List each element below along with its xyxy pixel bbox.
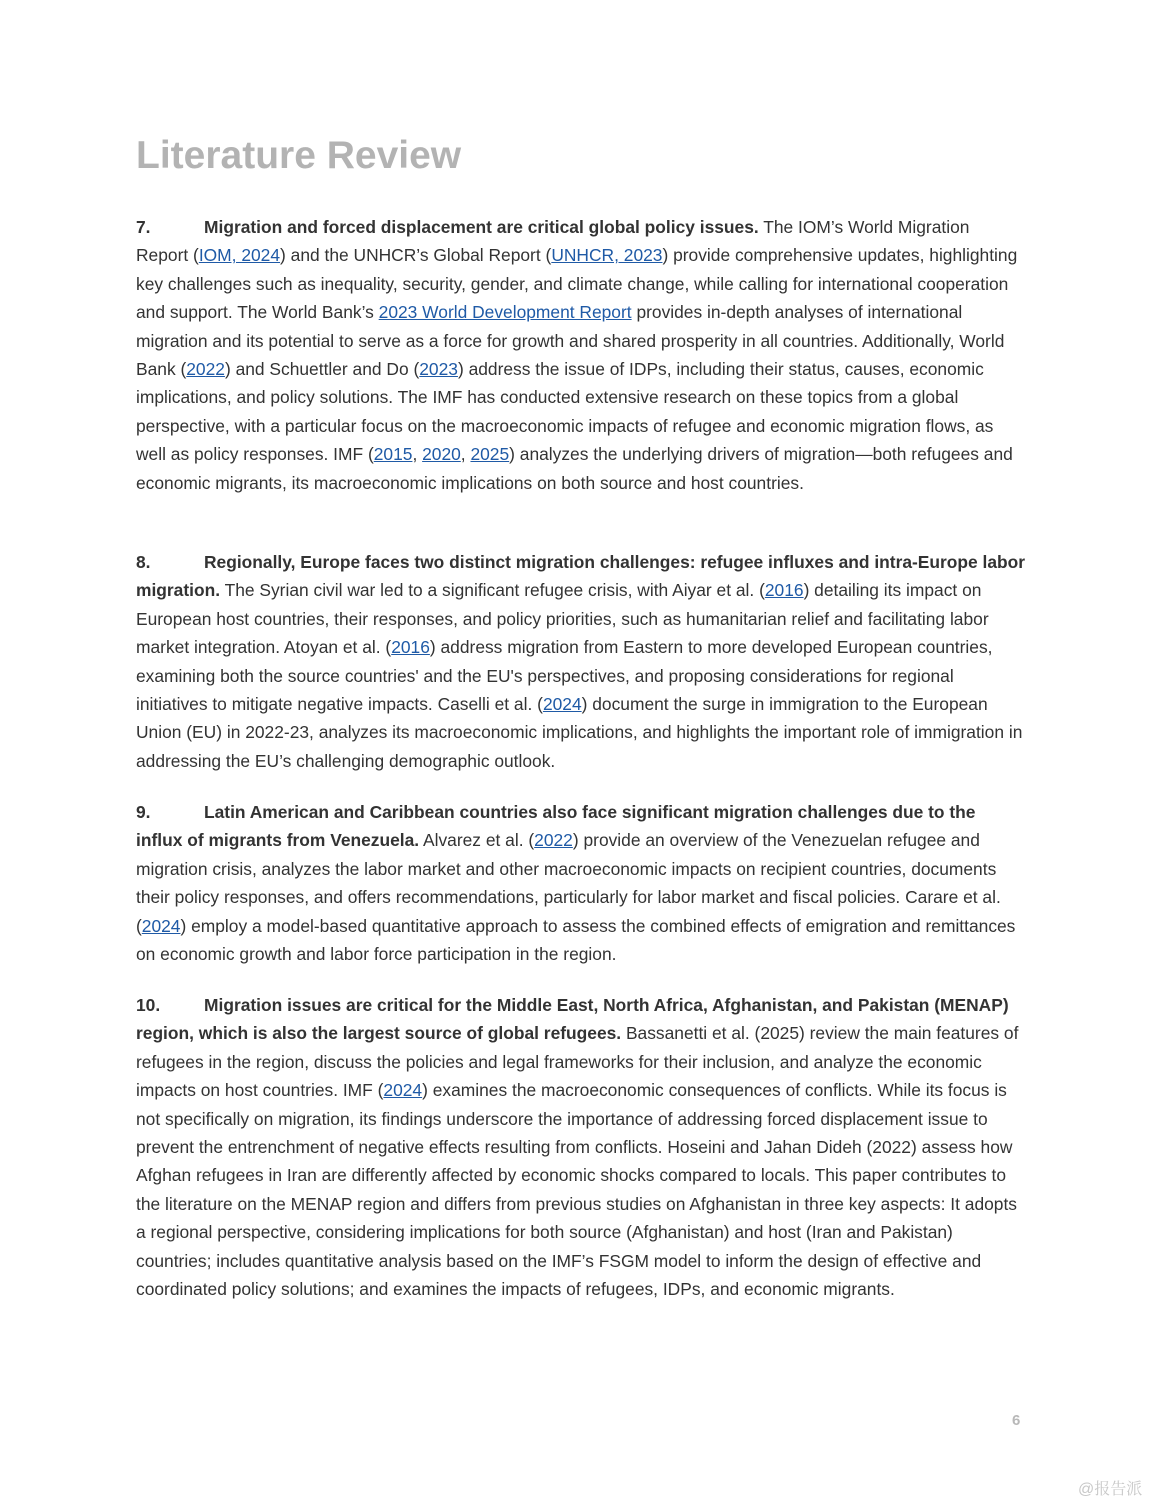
body-text: ) provide comprehensive updates, highlighting key challenges such as inequality, security, gender, and climate change, while calling for international cooperation and support. The World Bank’s (136, 245, 1018, 323)
body-text: ) employ a model-based quantitative approach to assess the combined effects of emigration and remittances on economic growth and labor force participation in the region. (136, 915, 1016, 965)
body-text: ) examines the macroeconomic consequences of conflicts. While its focus is not specifically on migration, its findings underscore the importance of addressing forced displacement issue to prevent the entrenchment of negative effects resulting from conflicts. Hoseini and Jahan Dideh (2022) assess how Afghan refugees in Iran are differently affected by economic shocks compared to locals. This paper contributes to the literature on the MENAP region and differs from previous studies on Afghanistan in three key aspects: It adopts a regional perspective, considering implications for both source (Afghanistan) and host (Iran and Pakistan) countries; includes quantitative analysis based on the IMF’s FSGM model to inform the design of effective and coordinated policy solutions; and examines the impacts of refugees, IDPs, and economic migrants. (136, 1080, 1017, 1300)
paragraph-lead-sentence: Regionally, Europe faces two distinct migration challenges: refugee influxes and intra-Europe labor migration. (136, 552, 1026, 601)
body-text: ) document the surge in immigration to the European Union (EU) in 2022-23, analyzes its macroeconomic implications, and highlights the important role of immigration in addressing the EU’s challenging demographic outlook. (136, 694, 1023, 771)
page-title: Literature Review (136, 134, 462, 177)
paragraph-number: 8. (136, 552, 151, 572)
body-text: The Syrian civil war led to a significant refugee crisis, with Aiyar et al. ( (220, 580, 765, 601)
paragraph-number: 9. (136, 802, 151, 822)
citation-link[interactable]: 2020 (422, 444, 461, 465)
body-text: The IOM’s World Migration Report ( (136, 217, 970, 266)
paragraph-8 (136, 548, 1026, 775)
body-text: , (460, 444, 471, 465)
paragraph-10 (136, 991, 1026, 1303)
citation-link[interactable]: 2016 (764, 580, 804, 601)
body-text: ) analyzes the underlying drivers of migration—both refugees and economic migrants, its macroeconomic implications on both source and host countries. (136, 444, 1013, 493)
paragraph-7 (136, 213, 1026, 497)
citation-link[interactable]: 2023 (419, 359, 458, 380)
body-text: , (412, 444, 423, 465)
paragraph-number: 10. (136, 995, 161, 1015)
page-number: 6 (1012, 1412, 1021, 1429)
body-text: ) and Schuettler and Do ( (224, 359, 420, 380)
body-text: ) address migration from Eastern to more developed European countries, examining both the source countries' and the EU's perspectives, and proposing considerations for regional initiatives to mitigate negative impacts. Caselli et al. ( (136, 637, 993, 715)
body-text: ) provide an overview of the Venezuelan refugee and migration crisis, analyzes the labor market and other macroeconomic impacts on recipient countries, documents their policy responses, and offers recommendations, particularly for labor market and fiscal policies. Carare et al. ( (136, 830, 1001, 936)
citation-link[interactable]: 2024 (141, 915, 181, 936)
citation-link[interactable]: 2022 (534, 830, 573, 851)
body-text: Bassanetti et al. (2025) review the main features of refugees in the region, discuss the policies and legal frameworks for their inclusion, and analyze the economic impacts on host countries. IMF ( (136, 1023, 1019, 1101)
body-text: ) and the UNHCR’s Global Report ( (280, 245, 552, 266)
paragraph-lead-sentence: Migration and forced displacement are critical global policy issues. (204, 217, 759, 237)
citation-link[interactable]: 2016 (391, 637, 430, 658)
citation-link[interactable]: 2015 (373, 444, 413, 465)
paragraph-lead-sentence: Latin American and Caribbean countries also face significant migration challenges due to the influx of migrants from Venezuela. (136, 802, 976, 851)
citation-link[interactable]: 2022 (186, 359, 225, 380)
citation-link[interactable]: 2024 (542, 694, 582, 715)
watermark: @报告派 (1078, 1481, 1143, 1498)
citation-link[interactable]: UNHCR, 2023 (551, 245, 663, 266)
citation-link[interactable]: 2023 World Development Report (378, 302, 632, 323)
citation-link[interactable]: 2024 (383, 1080, 423, 1101)
body-text: Alvarez et al. ( (419, 830, 535, 851)
body-text: ) address the issue of IDPs, including their status, causes, economic implications, and policy solutions. The IMF has conducted extensive research on these topics from a global perspective, with a particular focus on the macroeconomic impacts of refugee and economic migration flows, as well as policy responses. IMF ( (136, 359, 994, 465)
paragraph-lead-sentence: Migration issues are critical for the Middle East, North Africa, Afghanistan, and Pakistan (MENAP) region, which is also the largest source of global refugees. (136, 995, 1009, 1044)
paragraph-9 (136, 798, 1026, 968)
body-text: ) detailing its impact on European host countries, their responses, and policy priorities, such as humanitarian relief and facilitating labor market integration. Atoyan et al. ( (136, 580, 989, 658)
paragraph-number: 7. (136, 217, 151, 237)
citation-link[interactable]: IOM, 2024 (198, 245, 281, 266)
citation-link[interactable]: 2025 (470, 444, 510, 465)
body-text: provides in-depth analyses of international migration and its potential to serve as a force for growth and shared prosperity in all countries. Additionally, World Bank ( (136, 302, 1005, 380)
